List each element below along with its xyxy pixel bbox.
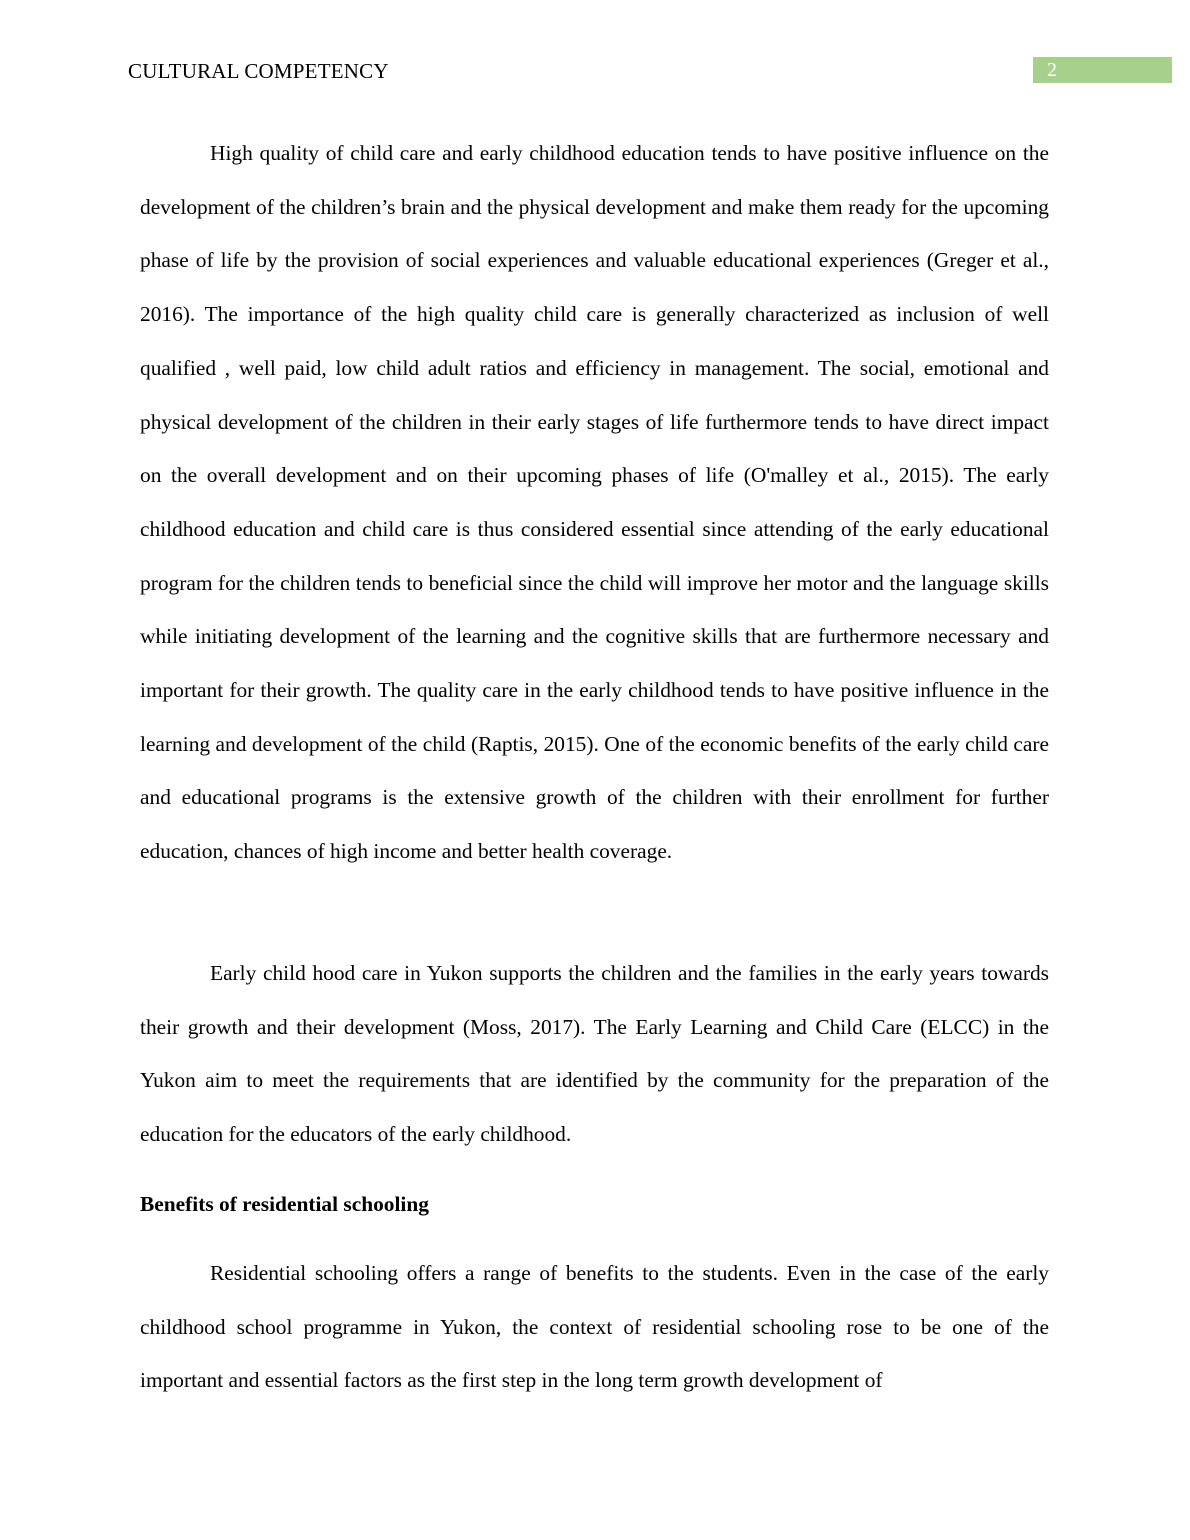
paragraph-text: Early child hood care in Yukon supports the children and the families in the early years towards their growth and their development (Moss, 2017). The Early Learning and Child Care (ELCC) in the Yukon aim to meet the requirements that are identified by the community for the preparation of the education for the educators of the early childhood.	[140, 961, 1049, 1147]
body-paragraph-3	[140, 1247, 1049, 1408]
paragraph-text: Residential schooling offers a range of benefits to the students. Even in the case of the early childhood school programme in Yukon, the context of residential schooling rose to be one of the important and essential factors as the first step in the long term growth development of	[140, 1261, 1049, 1393]
running-header-title: CULTURAL COMPETENCY	[128, 59, 389, 83]
body-paragraph-1	[140, 127, 1049, 879]
page-number: 2	[1047, 59, 1057, 81]
body-paragraph-2	[140, 947, 1049, 1162]
paragraph-text: High quality of child care and early childhood education tends to have positive influence on the development of the children’s brain and the physical development and make them ready for the upcoming phase of life by the provision of social experiences and valuable educational experiences (Greger et al., 2016). The importance of the high quality child care is generally characterized as inclusion of well qualified , well paid, low child adult ratios and efficiency in management. The social, emotional and physical development of the children in their early stages of life furthermore tends to have direct impact on the overall development and on their upcoming phases of life (O'malley et al., 2015). The early childhood education and child care is thus considered essential since attending of the early educational program for the children tends to beneficial since the child will improve her motor and the language skills while initiating development of the learning and the cognitive skills that are furthermore necessary and important for their growth. The quality care in the early childhood tends to have positive influence in the learning and development of the child (Raptis, 2015). One of the economic benefits of the early child care and educational programs is the extensive growth of the children with their enrollment for further education, chances of high income and better health coverage.	[140, 141, 1049, 864]
page-number-badge	[1033, 57, 1172, 83]
section-heading: Benefits of residential schooling	[140, 1192, 429, 1216]
